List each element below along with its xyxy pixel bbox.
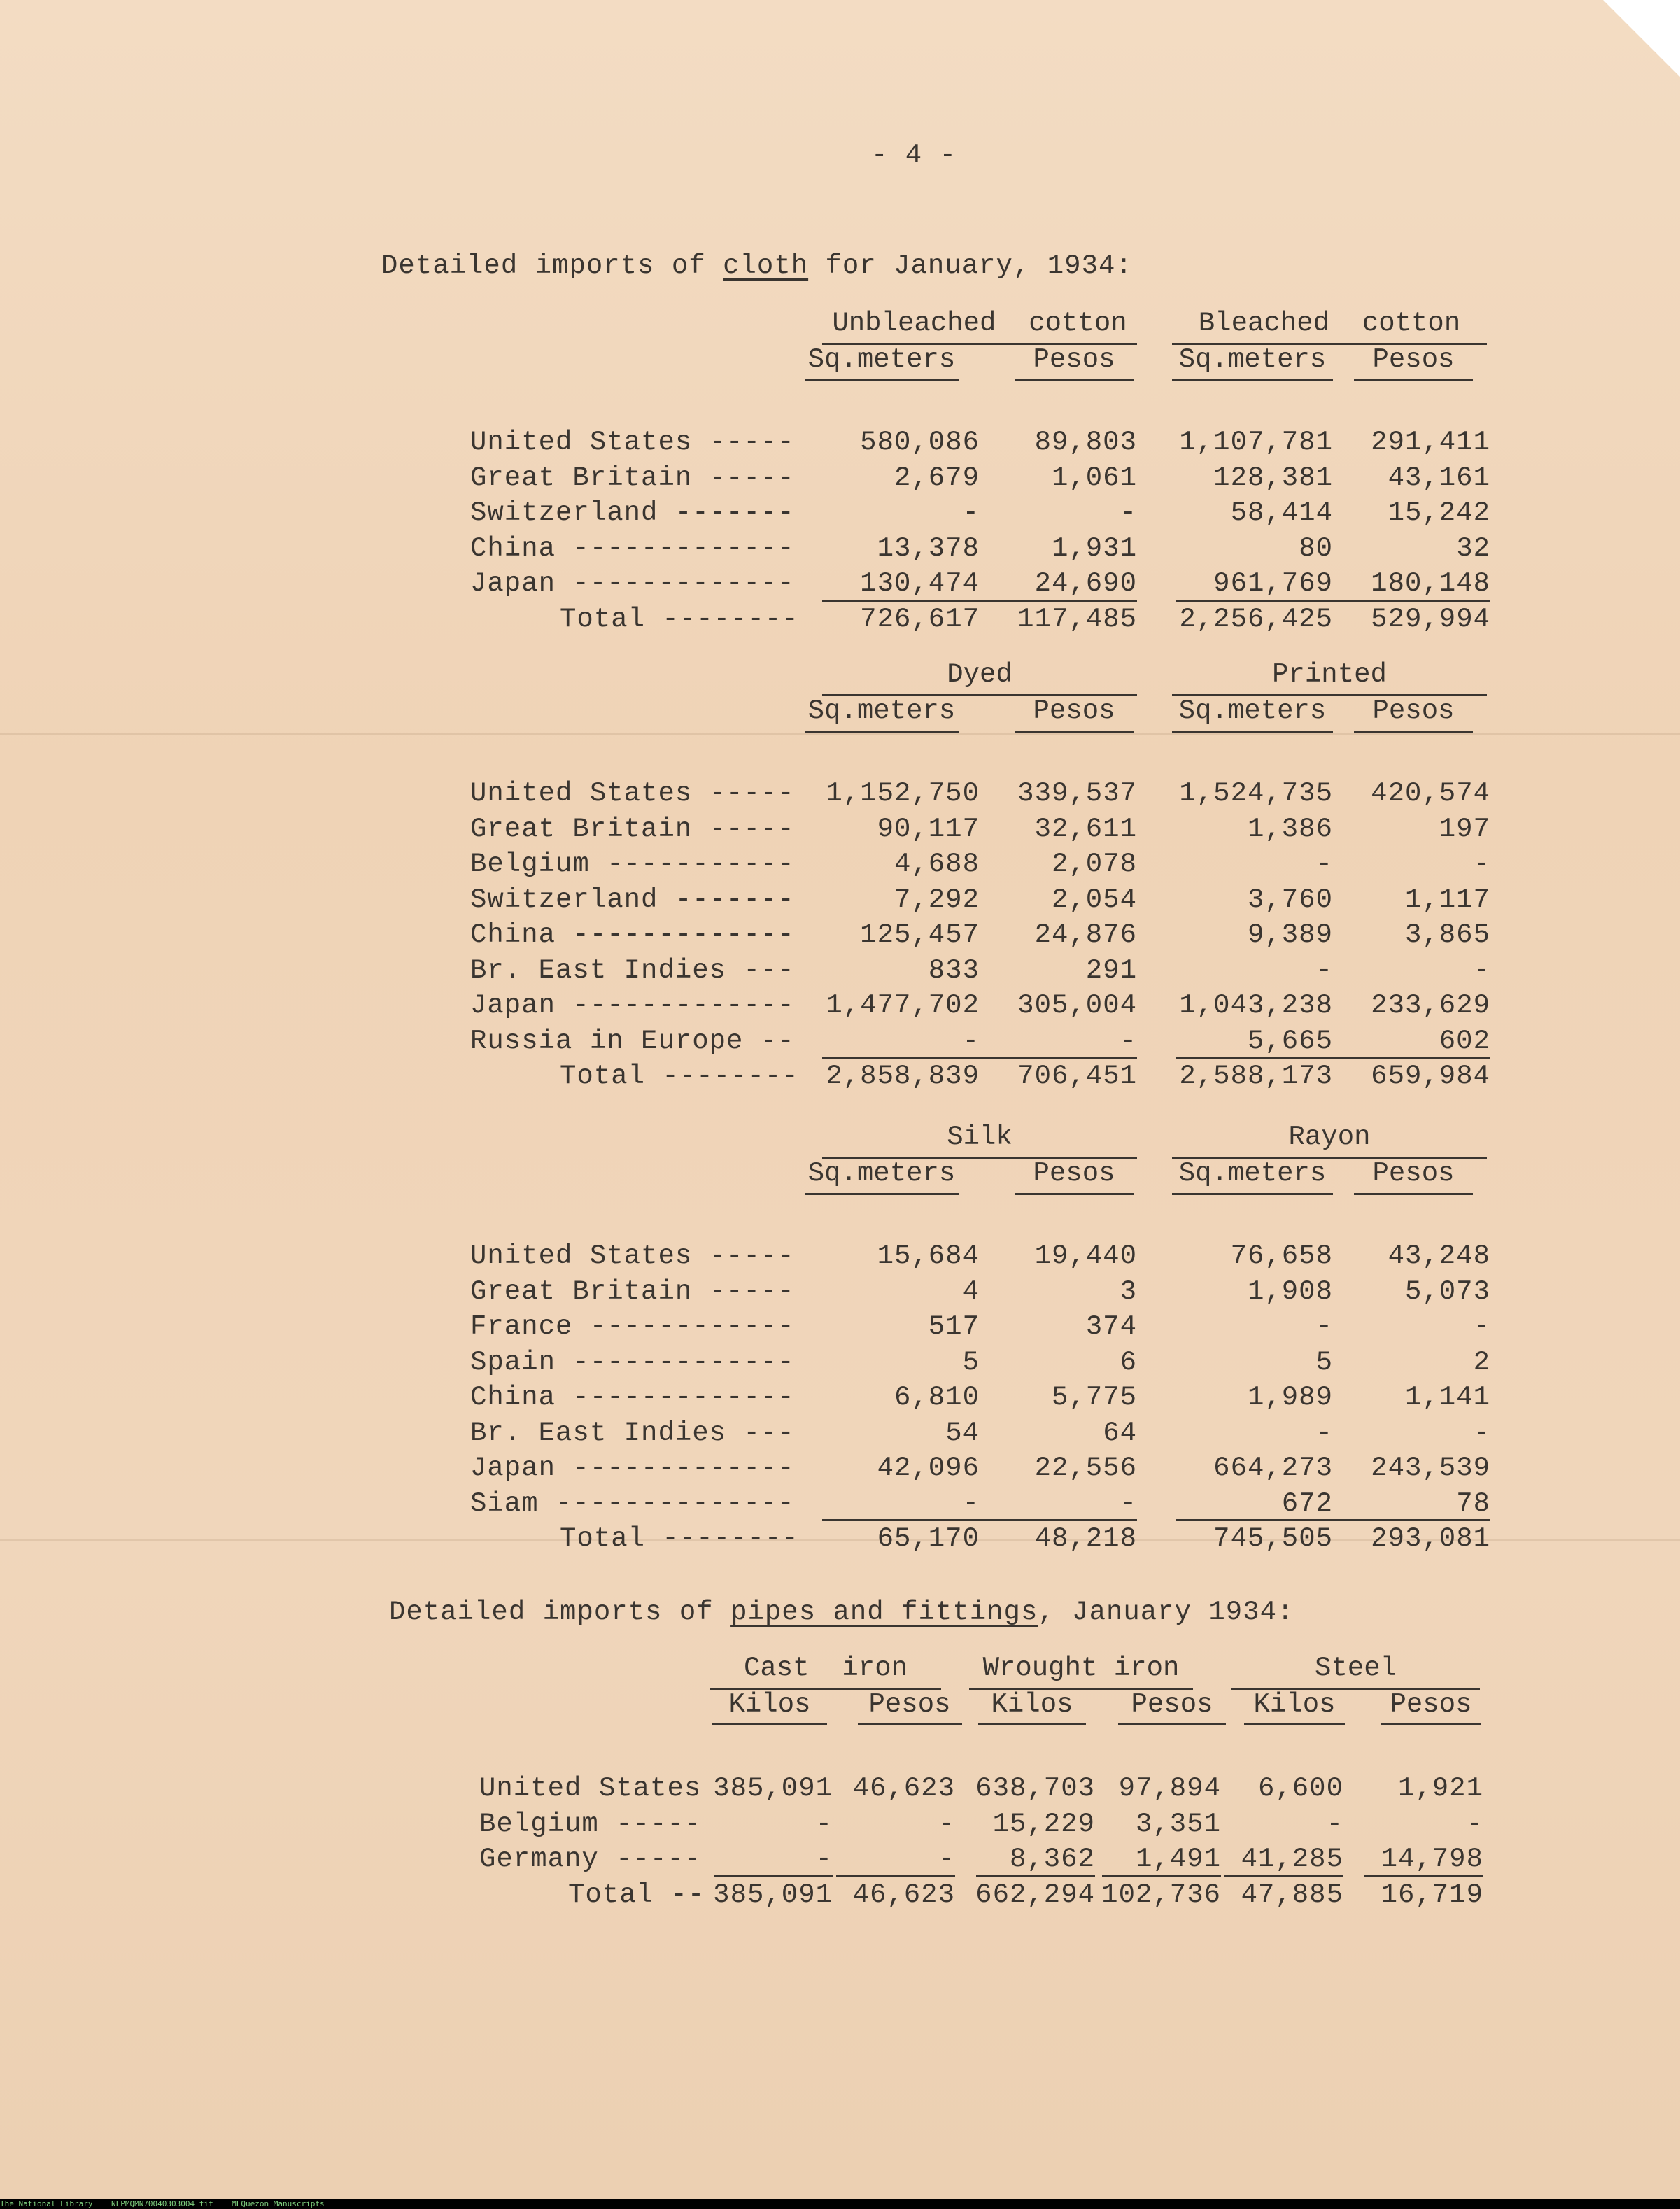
column-header-underline: [1354, 731, 1473, 733]
column-header-underline: [1354, 1193, 1473, 1195]
total-label: Total --------: [560, 1523, 799, 1554]
table-cell: -: [1120, 1025, 1137, 1057]
table-cell: -: [938, 1808, 955, 1840]
table-cell: -: [938, 1844, 955, 1875]
total-cell: 48,218: [1034, 1523, 1137, 1554]
column-header-underline: [1172, 731, 1333, 733]
table-cell: 42,096: [877, 1453, 980, 1483]
total-cell: 706,451: [1017, 1061, 1137, 1092]
column-header-underline: [1354, 379, 1473, 381]
table-cell: -: [1315, 849, 1333, 880]
total-rule: [1364, 1875, 1483, 1877]
torn-corner: [1603, 0, 1680, 77]
table-cell: 3: [1120, 1276, 1137, 1307]
table-cell: 58,414: [1230, 497, 1333, 528]
table-cell: 24,876: [1034, 919, 1137, 950]
table-cell: 43,248: [1388, 1241, 1490, 1271]
table-cell: 128,381: [1213, 462, 1333, 493]
table-cell: 15,684: [877, 1241, 980, 1271]
total-rule: [980, 1057, 1137, 1059]
table-cell: 64: [1103, 1417, 1137, 1448]
cloth-heading-keyword: cloth: [723, 250, 809, 281]
row-label: United States: [479, 1773, 702, 1804]
table-cell: 89,803: [1034, 427, 1137, 458]
column-header: Sq.meters: [807, 344, 956, 375]
archive-footer: The National Library NLPMQMN70040303004 tif MLQuezon Manuscripts: [0, 2199, 1680, 2209]
table-cell: 2,679: [894, 462, 980, 493]
table-cell: -: [815, 1844, 833, 1875]
table-cell: 1,043,238: [1179, 990, 1333, 1021]
page-number: - 4 -: [871, 140, 957, 171]
table-cell: -: [962, 1025, 980, 1057]
table-cell: 2,054: [1051, 884, 1137, 915]
table-cell: -: [1315, 1311, 1333, 1342]
table-cell: 961,769: [1213, 568, 1333, 599]
total-rule: [1176, 1519, 1333, 1521]
column-header-underline: [1015, 1193, 1134, 1195]
column-header: Pesos: [1131, 1689, 1213, 1720]
column-header-underline: [805, 731, 959, 733]
row-label: Great Britain -----: [470, 813, 795, 845]
column-header: Kilos: [991, 1689, 1073, 1720]
table-cell: 80: [1299, 532, 1333, 564]
table-cell: 8,362: [1009, 1844, 1095, 1875]
table-cell: 1,477,702: [826, 990, 980, 1021]
table-cell: 78: [1456, 1488, 1490, 1519]
column-header: Pesos: [1372, 1158, 1455, 1189]
total-cell: 102,736: [1101, 1879, 1221, 1910]
table-cell: 43,161: [1388, 462, 1490, 493]
total-rule: [822, 1057, 980, 1059]
column-header: Sq.meters: [1178, 1158, 1327, 1189]
row-label: Russia in Europe --: [470, 1025, 795, 1057]
table-cell: -: [1466, 1808, 1483, 1840]
table-cell: 125,457: [860, 919, 980, 950]
table-cell: 90,117: [877, 813, 980, 845]
table-cell: 291,411: [1371, 427, 1490, 458]
table-cell: 1,386: [1247, 813, 1333, 845]
table-cell: 1,524,735: [1179, 778, 1333, 809]
row-label: China -------------: [470, 532, 795, 564]
table-cell: 2: [1473, 1346, 1490, 1378]
column-header: Pesos: [868, 1689, 951, 1720]
row-label: Siam --------------: [470, 1488, 795, 1519]
table-cell: 24,690: [1034, 568, 1137, 599]
table-cell: 19,440: [1034, 1241, 1137, 1271]
table-cell: 580,086: [860, 427, 980, 458]
table-cell: 672: [1281, 1488, 1333, 1519]
table-cell: 32,611: [1034, 813, 1137, 845]
total-cell: 2,588,173: [1179, 1061, 1333, 1092]
total-cell: 529,994: [1371, 603, 1490, 635]
total-rule: [980, 600, 1137, 602]
row-label: United States -----: [470, 1241, 795, 1271]
table-cell: 638,703: [975, 1773, 1095, 1804]
column-header-underline: [1244, 1723, 1345, 1725]
column-header: Pesos: [1033, 696, 1115, 726]
row-label: China -------------: [470, 1382, 795, 1413]
row-label: Belgium -----------: [470, 849, 795, 880]
table-cell: 180,148: [1371, 568, 1490, 599]
table-cell: -: [1473, 1311, 1490, 1342]
table-cell: 291: [1085, 954, 1137, 986]
table-cell: 3,760: [1247, 884, 1333, 915]
row-label: Belgium -----: [479, 1808, 702, 1840]
table-cell: -: [1315, 1417, 1333, 1448]
table-cell: 197: [1439, 813, 1490, 845]
total-cell: 726,617: [860, 603, 980, 635]
table-cell: -: [962, 1488, 980, 1519]
total-rule: [836, 1875, 955, 1877]
table-cell: 305,004: [1017, 990, 1137, 1021]
column-header: Kilos: [728, 1689, 811, 1720]
row-label: France ------------: [470, 1311, 795, 1342]
column-header-underline: [1015, 731, 1134, 733]
table-cell: 5: [1315, 1346, 1333, 1378]
column-header: Pesos: [1390, 1689, 1472, 1720]
table-cell: 3,351: [1135, 1808, 1221, 1840]
total-rule: [1176, 600, 1333, 602]
column-header: Sq.meters: [1178, 696, 1327, 726]
column-header-underline: [1172, 1193, 1333, 1195]
total-rule: [980, 1519, 1137, 1521]
table-cell: 420,574: [1371, 778, 1490, 809]
table-cell: 4: [962, 1276, 980, 1307]
table-cell: -: [962, 497, 980, 528]
table-cell: -: [1473, 954, 1490, 986]
row-label: China -------------: [470, 919, 795, 950]
row-label: Br. East Indies ---: [470, 954, 795, 986]
column-header-underline: [805, 1193, 959, 1195]
row-label: Spain -------------: [470, 1346, 795, 1378]
table-cell: -: [1473, 849, 1490, 880]
column-header-underline: [1172, 379, 1333, 381]
total-cell: 385,091: [713, 1879, 833, 1910]
row-label: Japan -------------: [470, 990, 795, 1021]
total-label: Total --: [568, 1879, 705, 1910]
total-rule: [822, 600, 980, 602]
total-rule: [1333, 1519, 1490, 1521]
column-header: Sq.meters: [1178, 344, 1327, 375]
group-header: Wrought iron: [982, 1653, 1180, 1684]
table-cell: -: [1120, 497, 1137, 528]
table-cell: 7,292: [894, 884, 980, 915]
column-header: Sq.meters: [807, 1158, 956, 1189]
table-cell: 6: [1120, 1346, 1137, 1378]
table-cell: 5,775: [1051, 1382, 1137, 1413]
column-header: Pesos: [1033, 344, 1115, 375]
total-rule: [1224, 1875, 1343, 1877]
table-cell: 76,658: [1230, 1241, 1333, 1271]
fold-line: [0, 733, 1680, 735]
total-rule: [1102, 1875, 1221, 1877]
table-cell: 13,378: [877, 532, 980, 564]
total-cell: 293,081: [1371, 1523, 1490, 1554]
table-cell: 1,908: [1247, 1276, 1333, 1307]
total-cell: 117,485: [1017, 603, 1137, 635]
table-cell: 14,798: [1381, 1844, 1483, 1875]
row-label: United States -----: [470, 778, 795, 809]
total-label: Total --------: [560, 1061, 799, 1092]
table-cell: 339,537: [1017, 778, 1137, 809]
table-cell: 4,688: [894, 849, 980, 880]
total-cell: 65,170: [877, 1523, 980, 1554]
table-cell: 2,078: [1051, 849, 1137, 880]
table-cell: 1,117: [1404, 884, 1490, 915]
table-cell: 1,989: [1247, 1382, 1333, 1413]
table-cell: 130,474: [860, 568, 980, 599]
row-label: United States -----: [470, 427, 795, 458]
total-label: Total --------: [560, 603, 799, 635]
table-cell: 32: [1456, 532, 1490, 564]
table-cell: 833: [928, 954, 980, 986]
table-cell: 54: [945, 1417, 980, 1448]
table-cell: -: [1326, 1808, 1343, 1840]
column-header: Sq.meters: [807, 696, 956, 726]
table-cell: -: [815, 1808, 833, 1840]
group-header: Rayon: [1288, 1122, 1371, 1152]
column-header-underline: [858, 1723, 962, 1725]
row-label: Japan -------------: [470, 568, 795, 599]
table-cell: 243,539: [1371, 1453, 1490, 1483]
table-cell: -: [1120, 1488, 1137, 1519]
table-cell: 6,600: [1257, 1773, 1343, 1804]
table-cell: -: [1473, 1417, 1490, 1448]
cloth-heading: Detailed imports of cloth for January, 1934:: [381, 250, 1133, 281]
group-header: Steel: [1314, 1653, 1397, 1684]
table-cell: 385,091: [713, 1773, 833, 1804]
total-cell: 659,984: [1371, 1061, 1490, 1092]
group-header: Bleached cotton: [1198, 308, 1461, 339]
column-header-underline: [712, 1723, 827, 1725]
row-label: Switzerland -------: [470, 884, 795, 915]
table-cell: 1,061: [1051, 462, 1137, 493]
table-cell: 602: [1439, 1025, 1490, 1057]
group-header: Printed: [1272, 659, 1387, 690]
column-header: Pesos: [1372, 344, 1455, 375]
table-cell: 6,810: [894, 1382, 980, 1413]
column-header: Kilos: [1253, 1689, 1336, 1720]
total-cell: 16,719: [1381, 1879, 1483, 1910]
table-cell: 5,665: [1247, 1025, 1333, 1057]
row-label: Switzerland -------: [470, 497, 795, 528]
total-cell: 46,623: [852, 1879, 955, 1910]
total-cell: 47,885: [1241, 1879, 1343, 1910]
column-header-underline: [805, 379, 959, 381]
row-label: Great Britain -----: [470, 1276, 795, 1307]
table-cell: 15,242: [1388, 497, 1490, 528]
table-cell: 46,623: [852, 1773, 955, 1804]
table-cell: 97,894: [1118, 1773, 1221, 1804]
total-cell: 745,505: [1213, 1523, 1333, 1554]
pipes-heading-keyword: pipes and fittings: [730, 1597, 1038, 1628]
table-cell: 1,141: [1404, 1382, 1490, 1413]
total-cell: 2,256,425: [1179, 603, 1333, 635]
column-header: Pesos: [1033, 1158, 1115, 1189]
table-cell: 5,073: [1404, 1276, 1490, 1307]
table-cell: 1,107,781: [1179, 427, 1333, 458]
table-cell: 22,556: [1034, 1453, 1137, 1483]
row-label: Great Britain -----: [470, 462, 795, 493]
row-label: Japan -------------: [470, 1453, 795, 1483]
table-cell: 41,285: [1241, 1844, 1343, 1875]
column-header-underline: [1015, 379, 1134, 381]
table-cell: 5: [962, 1346, 980, 1378]
total-cell: 662,294: [975, 1879, 1095, 1910]
table-cell: 374: [1085, 1311, 1137, 1342]
total-rule: [1333, 600, 1490, 602]
total-rule: [714, 1875, 833, 1877]
group-header: Dyed: [947, 659, 1012, 690]
total-cell: 2,858,839: [826, 1061, 980, 1092]
column-header-underline: [1118, 1723, 1226, 1725]
table-cell: 9,389: [1247, 919, 1333, 950]
table-cell: 1,152,750: [826, 778, 980, 809]
total-rule: [1333, 1057, 1490, 1059]
column-header-underline: [1381, 1723, 1481, 1725]
table-cell: 1,921: [1397, 1773, 1483, 1804]
table-cell: 3,865: [1404, 919, 1490, 950]
column-header-underline: [978, 1723, 1086, 1725]
total-rule: [976, 1875, 1095, 1877]
row-label: Br. East Indies ---: [470, 1417, 795, 1448]
total-rule: [1176, 1057, 1333, 1059]
row-label: Germany -----: [479, 1844, 702, 1875]
total-rule: [822, 1519, 980, 1521]
pipes-heading: Detailed imports of pipes and fittings, January 1934:: [389, 1597, 1294, 1628]
column-header: Pesos: [1372, 696, 1455, 726]
group-header: Cast iron: [743, 1653, 908, 1684]
group-header: Unbleached cotton: [832, 308, 1127, 339]
table-cell: 1,931: [1051, 532, 1137, 564]
table-cell: 15,229: [992, 1808, 1095, 1840]
table-cell: 517: [928, 1311, 980, 1342]
table-cell: 1,491: [1135, 1844, 1221, 1875]
table-cell: 664,273: [1213, 1453, 1333, 1483]
group-header: Silk: [947, 1122, 1012, 1152]
table-cell: -: [1315, 954, 1333, 986]
table-cell: 233,629: [1371, 990, 1490, 1021]
